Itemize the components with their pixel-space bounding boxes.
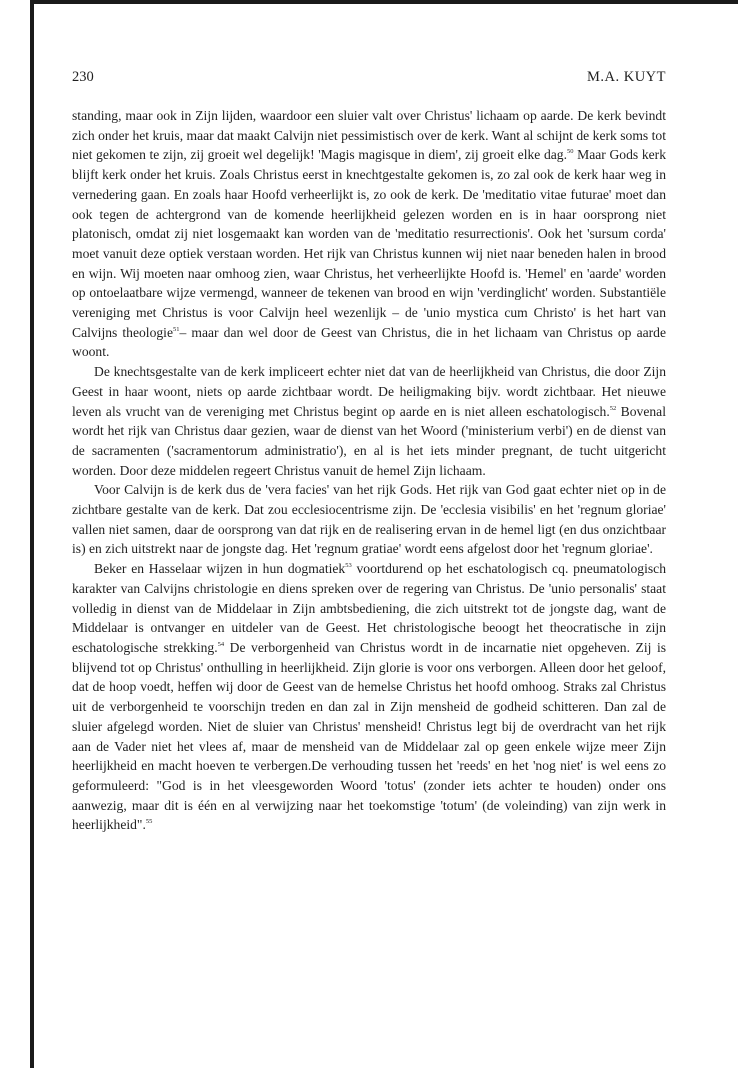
page-header <box>72 69 666 91</box>
page-top-border <box>34 0 738 4</box>
footnote-marker: 52 <box>609 404 617 412</box>
paragraph-text: De verborgenheid van Christus wordt in de incarnatie niet opgeheven. Zij is blijvend tot op Christus' onthulling in heerlijkheid. Zijn glorie is voor ons verborgen. Alleen door het geloof, dat de hoop voedt, heffen wij door de Geest van de hemelse Christus het hoofd omhoog. Straks zal Christus uit de verborgenheid te voorschijn treden en dan zal in Zijn mensheid de godheid schitteren. Dan zal de sluier afgelegd worden. Niet de sluier van Christus' mensheid! Christus legt bij de overdracht van het rijk aan de Vader niet het vlees af, maar de mensheid van de Middelaar zal op geen enkele wijze meer Zijn heerlijkheid en macht hoeven te verbergen.De verhouding tussen het 'reeds' en het 'nog niet' is wel eens zo geformuleerd: "God is in het vleesgeworden Woord 'totus' (zonder iets achter te houden) onder ons aanwezig, maar dit is één en al verwijzing naar het toekomstige 'totum' (de voleinding) van zijn werk in heerlijkheid". <box>72 639 667 833</box>
footnote-marker: 54 <box>217 640 225 648</box>
paragraph-text: – maar dan wel door de Geest van Christus, die in het lichaam van Christus op aarde woont. <box>72 324 666 360</box>
page-left-border <box>30 0 34 1068</box>
footnote-marker: 55 <box>145 818 153 826</box>
paragraph <box>72 480 666 559</box>
paragraph-text: Beker en Hasselaar wijzen in hun dogmatiek <box>94 561 346 577</box>
page-number: 230 <box>72 69 94 85</box>
paragraph-text: standing, maar ook in Zijn lijden, waardoor een sluier valt over Christus' lichaam op aarde. De kerk bevindt zich onder het kruis, maar dat maakt Calvijn niet pessimistisch over de kerk. Want al schijnt de kerk soms tot niet gekomen te zijn, zij groeit wel degelijk! 'Magis magisque in diem', zij groeit elke dag. <box>72 108 666 163</box>
footnote-marker: 50 <box>566 148 574 156</box>
paragraph <box>72 106 666 362</box>
paragraph-text: De knechtsgestalte van de kerk impliceert echter niet dat van de heerlijkheid van Christus, die door Zijn Geest in haar woont, niets op aarde zichtbaar wordt. De heiligmaking bijv. wordt zichtbaar. Het nieuwe leven als vrucht van de vereniging met Christus begint op aarde en is niet alleen eschatologisch. <box>72 364 666 419</box>
paragraph <box>72 362 666 480</box>
body-text <box>72 106 666 835</box>
paragraph-text: Voor Calvijn is de kerk dus de 'vera facies' van het rijk Gods. Het rijk van God gaat echter niet op in de zichtbare gestalte van de kerk. Dat zou ecclesiocentrisme zijn. De 'ecclesia visibilis' en het 'regnum gloriae' vallen niet samen, daar de oorsprong van dat rijk en de realisering ervan in de hemel ligt (en dus onzichtbaar is) en zich uitstrekt naar de jongste dag. Het 'regnum gratiae' wordt eens afgelost door het 'regnum gloriae'. <box>72 482 666 557</box>
footnote-marker: 51 <box>173 325 180 333</box>
paragraph <box>72 559 666 835</box>
paragraph-text: voortdurend op het eschatologisch cq. pneumatologisch karakter van Calvijns christologie en diens spreken over de regering van Christus. De 'unio personalis' staat volledig in dienst van de Middelaar in Zijn ambtsbediening, die zich uitstrekt tot de jongste dag, want de Middelaar is ontvanger en uitdeler van de Geest. Het christologische beoogt het theocratische in zijn eschatologische strekking. <box>72 561 666 655</box>
running-head: M.A. KUYT <box>586 69 666 85</box>
footnote-marker: 53 <box>345 562 352 570</box>
paragraph-text: Maar Gods kerk blijft kerk onder het kruis. Zoals Christus eerst in knechtgestalte gekomen is, zo zal ook de kerk haar weg in vernedering gaan. En zoals haar Hoofd verheerlijkt is, zo ook de kerk. De 'meditatio vitae futurae' moet dan ook tegen de achtergrond van de komende heerlijkheid gelezen worden en is in haar oorsprong niet platonisch, omdat zij niet losgemaakt kan worden van de 'meditatio resurrectionis'. Ook het 'sursum corda' moet vanuit deze optiek verstaan worden. Het rijk van Christus kunnen wij niet naar beneden halen in brood en wijn. Wij moeten naar omhoog zien, waar Christus, het verheerlijkte Hoofd is. 'Hemel' en 'aarde' worden op ontoelaatbare wijze vermengd, wanneer de tekenen van brood en wijn 'verdinglicht' worden. Substantiële vereniging met Christus is voor Calvijn heel wezenlijk – de 'unio mystica cum Christo' is het hart van Calvijns theologie <box>72 147 666 340</box>
paragraph-text: Bovenal wordt het rijk van Christus daar gezien, waar de dienst van het Woord ('ministerium verbi') en de dienst van de sacramenten ('sacramentorum administratio'), en al is het iets minder pregnant, de tucht uitgericht worden. Door deze middelen regeert Christus vanuit de hemel Zijn lichaam. <box>72 403 666 478</box>
